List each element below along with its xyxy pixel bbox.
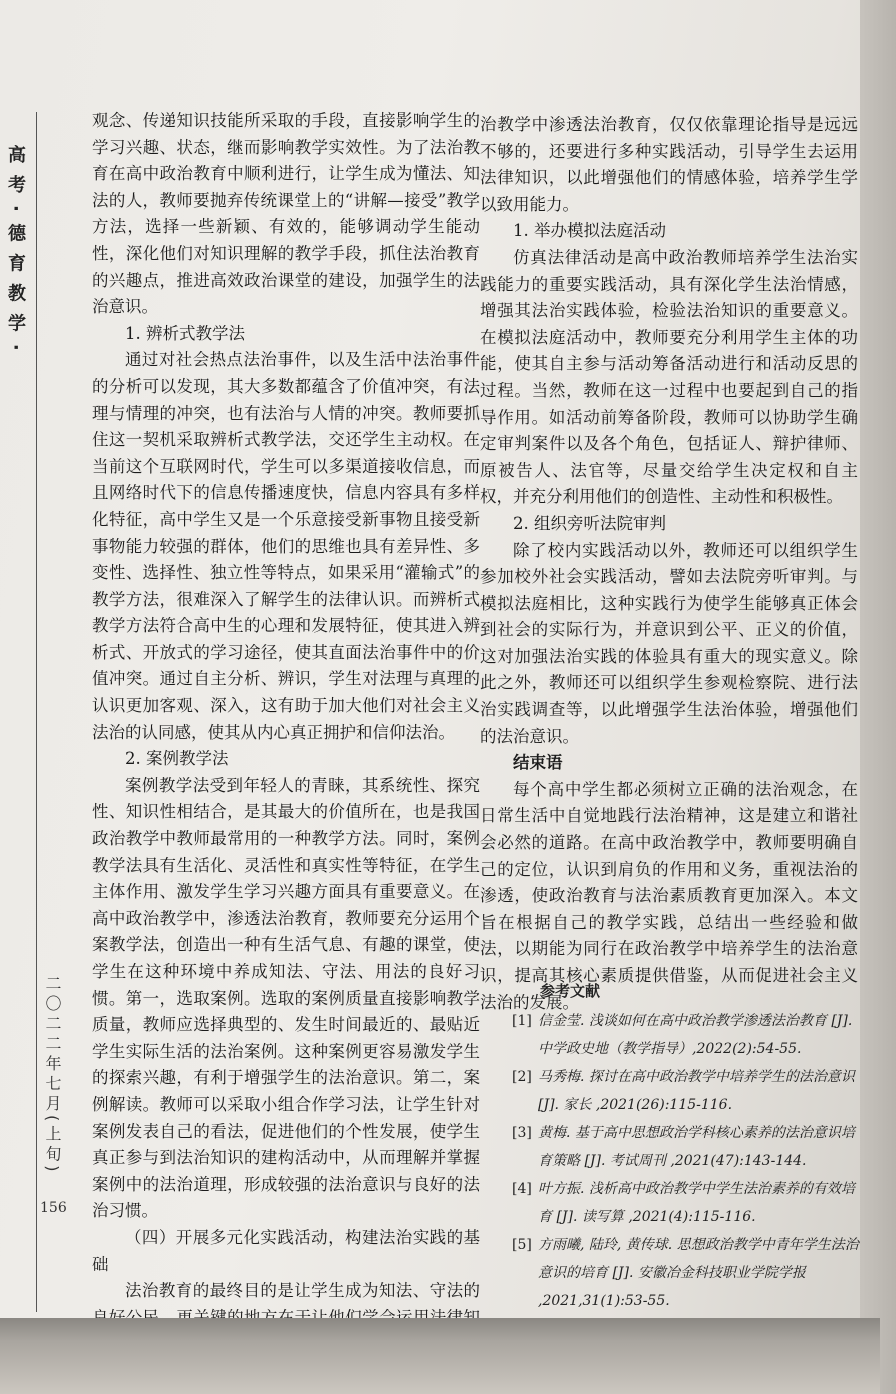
journal-column-name: 高考·德育教学· (5, 145, 26, 363)
paragraph: （四）开展多元化实践活动，构建法治实践的基础 (92, 1227, 480, 1274)
reference-item (512, 1175, 860, 1231)
paragraph: 观念、传递知识技能所采取的手段，直接影响学生的学习兴趣、状态，继而影响教学实效性。为了法治教育在高中政治教育中顺利进行，让学生成为懂法、知法的人，教师要抛弃传统课堂上的“讲解—接受”教学方法，选择一些新颖、有效的，能够调动学生能动性，深化他们对知识理解的教学手段，抓住法治教育的兴趣点，推进高效政治课堂的建设，加强学生的法治意识。 (92, 111, 480, 317)
section-heading: 2. 案例教学法 (125, 749, 229, 769)
paragraph: 除了校内实践活动以外，教师还可以组织学生参加校外社会实践活动，譬如去法院旁听审判。与模拟法庭相比，这种实践行为使学生能够真正体会到社会的实际行为，并意识到公平、正义的价值，这对加强法治实践的体验具有重大的现实意义。除此之外，教师还可以组织学生参观检察院、进行法治实践调查等，以此增强学生法治体验，增强他们的法治意识。 (480, 540, 858, 746)
reference-number: [2] (512, 1069, 532, 1085)
page-edge-shadow (860, 0, 896, 1394)
references-heading: 参考文献 (540, 982, 601, 1000)
paragraph: 治教学中渗透法治教育，仅仅依靠理论指导是远远不够的，还要进行多种实践活动，引导学生去运用法律知识，以此增强他们的情感体验，培养学生学以致用能力。 (480, 115, 858, 214)
reference-text: 叶方振. 浅析高中政治教学中学生法治素养的有效培育 [J]. 读写算 ,2021(4):115-116. (538, 1181, 855, 1225)
reference-text: 信金莹. 浅谈如何在高中政治教学渗透法治教育 [J]. 中学政史地（教学指导）,2022(2):54-55. (538, 1013, 853, 1057)
references-list (512, 1007, 860, 1315)
reference-item (512, 1119, 860, 1175)
paragraph: 仿真法律活动是高中政治教师培养学生法治实践能力的重要实践活动，具有深化学生法治情感，增强其法治实践体验，检验法治知识的重要意义。在模拟法庭活动中，教师要充分利用学生主体的功能，使其自主参与活动筹备活动进行和活动反思的过程。当然，教师在这一过程中也要起到自己的指导作用。如活动前筹备阶段，教师可以协助学生确定审判案件以及各个角色，包括证人、辩护律师、原被告人、法官等，尽量交给学生决定权和自主权，并充分利用他们的创造性、主动性和积极性。 (480, 247, 858, 507)
paragraph: 每个高中学生都必须树立正确的法治观念，在日常生活中自觉地践行法治精神，这是建立和谐社会必然的道路。在高中政治教学中，教师要明确自己的定位，认识到肩负的作用和义务，重视法治的渗透，使政治教育与法治素质教育更加深入。本文旨在根据自己的教学实践，总结出一些经验和做法，以期能为同行在政治教学中培养学生的法治意识，提高其核心素质提供借鉴，从而促进社会主义法治的发展。 (480, 779, 858, 1012)
reference-number: [5] (512, 1237, 532, 1253)
reference-number: [1] (512, 1013, 532, 1029)
reference-text: 方雨曦, 陆玲, 黄传球. 思想政治教学中青年学生法治意识的培育 [J]. 安徽冶金科技职业学院学报 ,2021,31(1):53-55. (538, 1237, 859, 1309)
page-bottom-shadow (0, 1318, 880, 1394)
left-text-column (92, 108, 480, 1358)
reference-number: [3] (512, 1125, 532, 1141)
paragraph: 通过对社会热点法治事件，以及生活中法治事件的分析可以发现，其大多数都蕴含了价值冲突，有法理与情理的冲突，也有法治与人情的冲突。教师要抓住这一契机采取辨析式教学法，交还学生主动权。在当前这个互联网时代，学生可以多渠道接收信息，而且网络时代下的信息传播速度快，信息内容具有多样化特征，高中学生又是一个乐意接受新事物且接受新事物能力较强的群体，他们的思维也具有差异性、多变性、选择性、独立性等特点，如果采用“灌输式”的教学方法，很难深入了解学生的法律认识。而辨析式教学方法符合高中生的心理和发展特征，使其进入辨析式、开放式的学习途径，使其直面法治事件中的价值冲突。通过自主分析、辨识，学生对法理与真理的认识更加客观、深入，这有助于加大他们对社会主义法治的认同感，使其从内心真正拥护和信仰法治。 (92, 350, 480, 742)
reference-item (512, 1007, 860, 1063)
reference-number: [4] (512, 1181, 532, 1197)
paragraph: 法治教育的最终目的是让学生成为知法、守法的 (125, 1281, 480, 1301)
section-heading: 1. 辨析式教学法 (125, 323, 245, 343)
section-heading: 结束语 (513, 753, 563, 773)
paragraph: 案例教学法受到年轻人的青睐，其系统性、探究性、知识性相结合，是其最大的价值所在，也是我国政治教学中教师最常用的一种教学方法。同时，案例教学法具有生活化、灵活性和真实性等特征，在学生主体作用、激发学生学习兴趣方面具有重要意义。在高中政治教学中，渗透法治教育，教师要充分运用个案教学法，创造出一种有生活气息、有趣的课堂，使学生在这种环境中养成知法、守法、用法的良好习惯。第一，选取案例。选取的案例质量直接影响教学质量，教师应选择典型的、发生时间最近的、最贴近学生实际生活的法治案例。这种案例更容易激发学生的探索兴趣，有利于增强学生的法治意识。第二，案例解读。教师可以采取小组合作学习法，让学生针对案例发表自己的看法，促进他们的个性发展，使学生真正参与到法治知识的建构活动中，从而理解并掌握案例中的法治道理，形成较强的法治意识与良好的法治习惯。 (92, 775, 480, 1221)
reference-text: 马秀梅. 探讨在高中政治教学中培养学生的法治意识 [J]. 家长 ,2021(26):115-116. (538, 1069, 855, 1113)
reference-item (512, 1063, 860, 1119)
reference-item (512, 1231, 860, 1315)
reference-text: 黄梅. 基于高中思想政治学科核心素养的法治意识培育策略 [J]. 考试周刊 ,2021(47):143-144. (538, 1125, 855, 1169)
section-heading: 1. 举办模拟法庭活动 (513, 221, 666, 241)
page-number: 156 (40, 1200, 67, 1216)
issue-date: 二〇二二年七月(上旬) (43, 975, 62, 1176)
right-text-column (480, 112, 858, 1016)
references-section (512, 980, 860, 1315)
section-heading: 2. 组织旁听法院审判 (513, 513, 666, 533)
